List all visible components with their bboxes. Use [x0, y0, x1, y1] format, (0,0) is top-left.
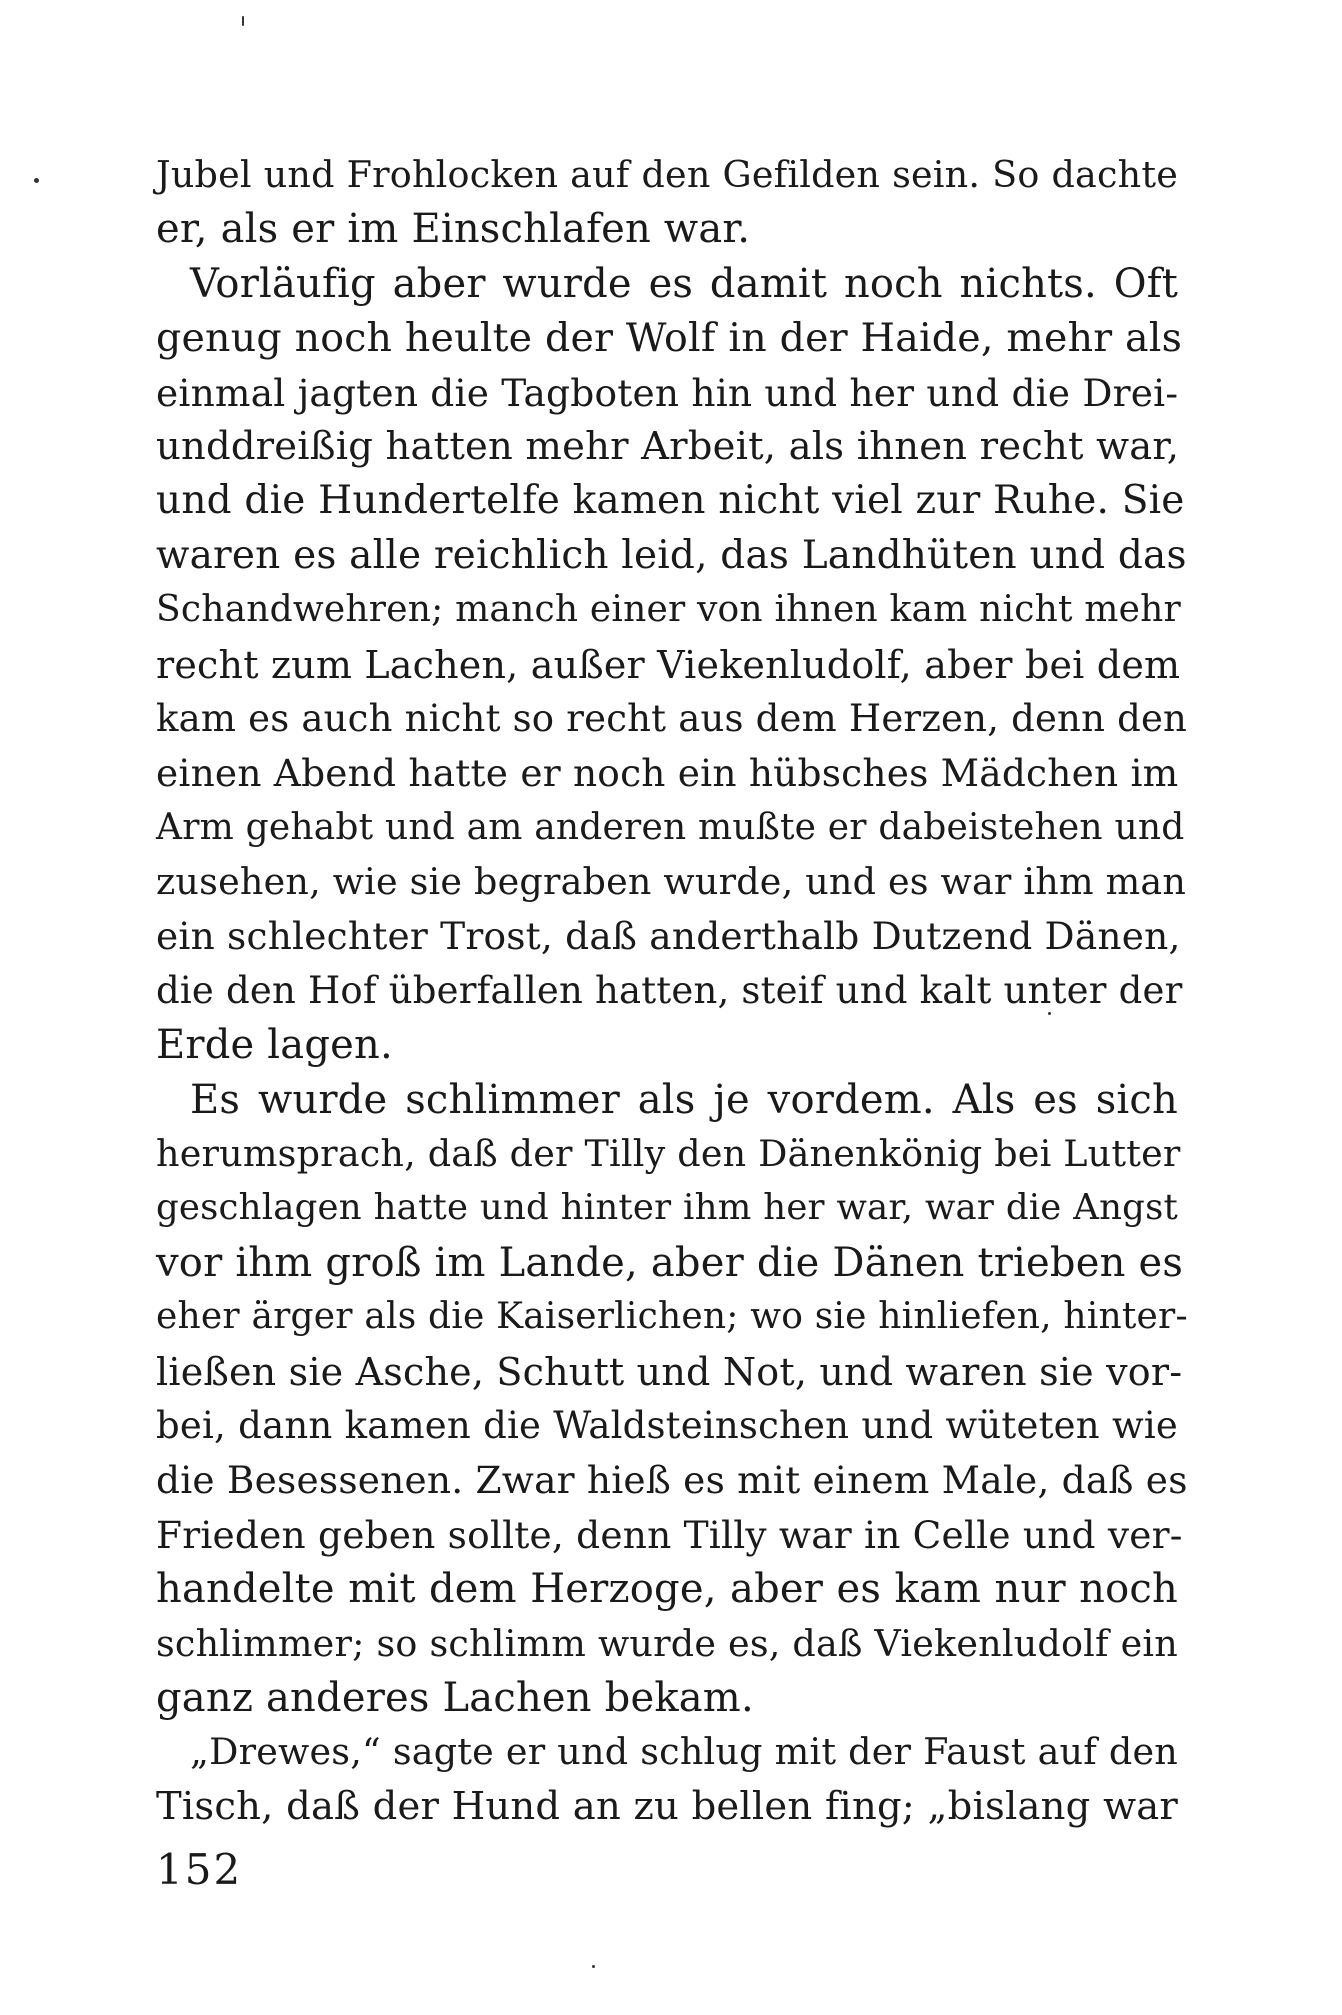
- text-line: und die Hundertelfe kamen nicht viel zur Ruhe. Sie: [156, 478, 1185, 524]
- dust-speck: [1048, 1012, 1051, 1015]
- page-number: 152: [156, 1845, 243, 1894]
- text-line: kam es auch nicht so recht aus dem Herzen, denn den: [156, 696, 1188, 740]
- text-line: eher ärger als die Kaiserlichen; wo sie hinliefen, hinter-: [156, 1296, 1188, 1338]
- text-line: ließen sie Asche, Schutt und Not, und waren sie vor-: [156, 1349, 1183, 1394]
- text-line: Vorläufig aber wurde es damit noch nichts. Oft: [190, 260, 1178, 307]
- dust-speck: [34, 178, 39, 183]
- dust-speck: [592, 1965, 595, 1968]
- text-line: er, als er im Einschlafen war.: [156, 206, 751, 253]
- text-line: waren es alle reichlich leid, das Landhüten und das: [156, 532, 1187, 578]
- text-line: Frieden geben sollte, denn Tilly war in Celle und ver-: [156, 1512, 1183, 1557]
- text-line: einen Abend hatte er noch ein hübsches Mädchen im: [156, 751, 1179, 796]
- text-line: bei, dann kamen die Waldsteinschen und wüteten wie: [156, 1403, 1178, 1447]
- text-line: Schandwehren; manch einer von ihnen kam nicht mehr: [156, 589, 1181, 631]
- text-line: recht zum Lachen, außer Viekenludolf, aber bei dem: [156, 642, 1181, 687]
- text-line: schlimmer; so schlimm wurde es, daß Viekenludolf ein: [156, 1621, 1178, 1665]
- text-line: einmal jagten die Tagboten hin und her und die Drei-: [156, 370, 1179, 415]
- text-line: Tisch, daß der Hund an zu bellen fing; „bislang war: [156, 1783, 1178, 1829]
- text-line: ein schlechter Trost, daß anderthalb Dutzend Dänen,: [156, 914, 1181, 959]
- text-line: geschlagen hatte und hinter ihm her war, war die Angst: [156, 1187, 1178, 1229]
- text-line: Erde lagen.: [156, 1022, 393, 1069]
- text-line: herumsprach, daß der Tilly den Dänenkönig bei Lutter: [156, 1132, 1181, 1176]
- text-line: genug noch heulte der Wolf in der Haide, mehr als: [156, 315, 1183, 362]
- text-line: unddreißig hatten mehr Arbeit, als ihnen recht war,: [156, 423, 1180, 469]
- text-line: vor ihm groß im Lande, aber die Dänen trieben es: [156, 1239, 1184, 1286]
- text-line: zusehen, wie sie begraben wurde, und es war ihm man: [156, 860, 1187, 904]
- text-line: die Besessenen. Zwar hieß es mit einem Male, daß es: [156, 1458, 1188, 1503]
- text-line: handelte mit dem Herzoge, aber es kam nur noch: [156, 1566, 1178, 1613]
- text-line: Es wurde schlimmer als je vordem. Als es sich: [190, 1076, 1178, 1123]
- text-line: ganz anderes Lachen bekam.: [156, 1674, 754, 1721]
- body-text: [156, 148, 1188, 1834]
- text-line: „Drewes,“ sagte er und schlug mit der Faust auf den: [190, 1730, 1178, 1774]
- text-line: die den Hof überfallen hatten, steif und kalt unter der: [156, 968, 1183, 1012]
- dust-speck: [242, 16, 244, 26]
- text-line: Arm gehabt und am anderen mußte er dabeistehen und: [156, 806, 1185, 848]
- text-line: Jubel und Frohlocken auf den Gefilden sein. So dachte: [156, 153, 1178, 196]
